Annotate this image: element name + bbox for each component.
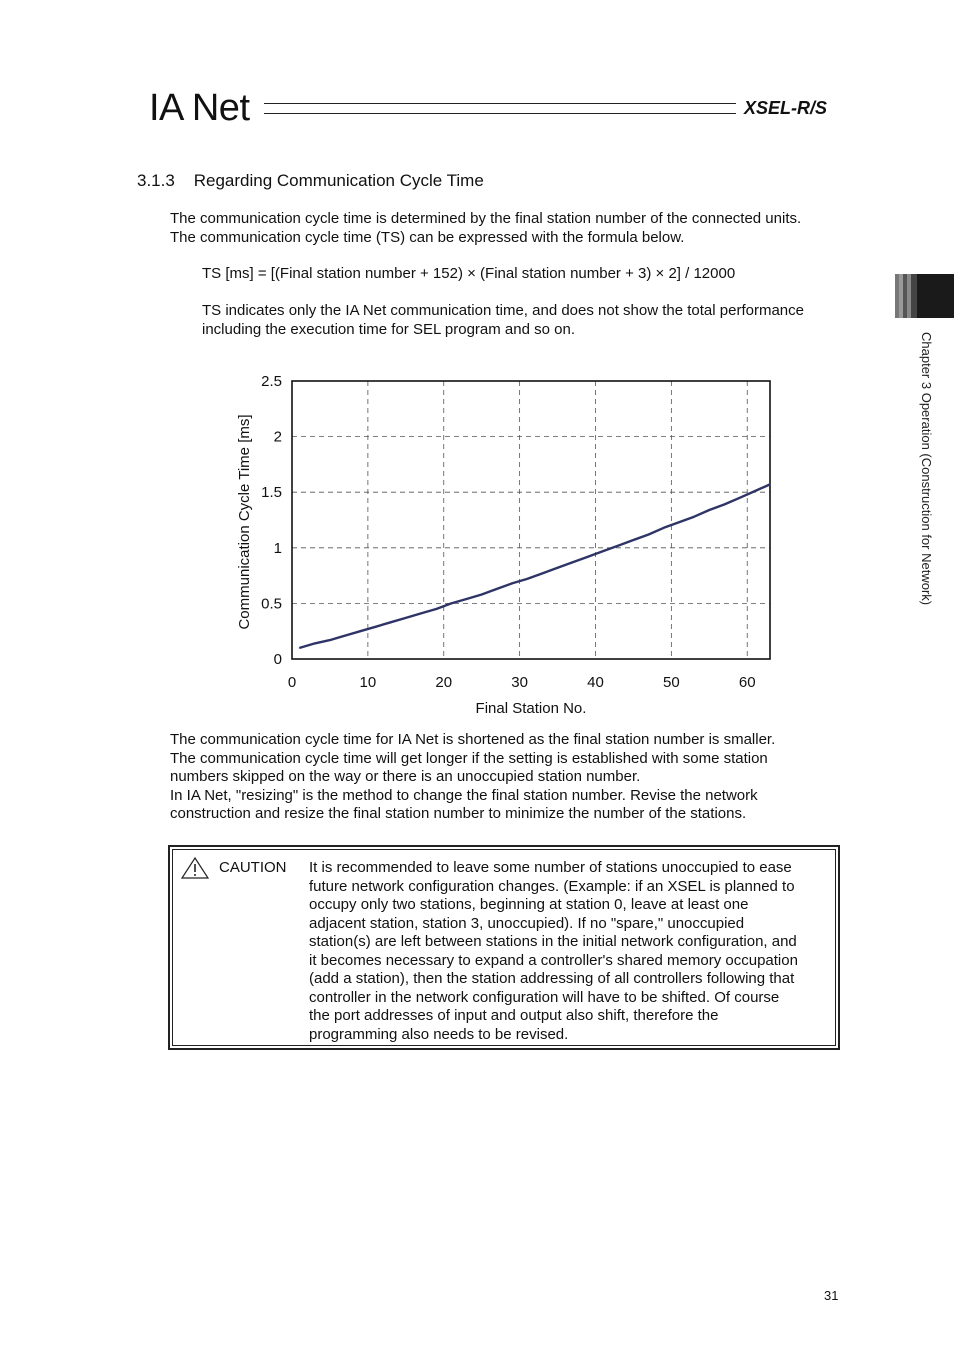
data-point bbox=[435, 608, 437, 610]
data-point bbox=[375, 626, 377, 628]
text-line: The communication cycle time for IA Net is shortened as the final station number is smaller. bbox=[170, 731, 776, 748]
x-tick-label: 30 bbox=[511, 674, 528, 691]
explanation-paragraph bbox=[170, 731, 775, 824]
formula: TS [ms] = [(Final station number + 152) × (Final station number + 3) × 2] / 12000 bbox=[202, 265, 736, 282]
data-point bbox=[496, 588, 498, 590]
data-point bbox=[344, 635, 346, 637]
text-line: (add a station), then the station addressing of all controllers following that bbox=[309, 970, 795, 987]
data-point bbox=[678, 521, 680, 523]
data-point bbox=[769, 484, 771, 486]
x-tick-label: 20 bbox=[435, 674, 453, 691]
y-tick-label: 1 bbox=[273, 539, 282, 557]
text-line: construction and resize the final station number to minimize the number of the stations. bbox=[170, 805, 747, 822]
text-line: station(s) are left between stations in the initial network configuration, and bbox=[309, 933, 797, 950]
text-line: future network configuration changes. (Example: if an XSEL is planned to bbox=[309, 877, 795, 895]
text-line: The communication cycle time is determined by the final station number of the connected units. bbox=[170, 210, 802, 227]
intro-paragraph bbox=[170, 210, 801, 247]
x-tick-label: 40 bbox=[587, 674, 604, 691]
page-number: 31 bbox=[824, 1288, 839, 1303]
data-point bbox=[739, 497, 741, 499]
data-point bbox=[511, 583, 513, 585]
y-tick-label: 1.5 bbox=[261, 484, 282, 502]
data-point bbox=[314, 643, 316, 645]
data-point bbox=[420, 613, 422, 615]
caution-label: CAUTION bbox=[219, 859, 287, 876]
chapter-side-label: Chapter 3 Operation (Construction for Network) bbox=[919, 332, 934, 606]
manual-title: IA Net bbox=[149, 87, 250, 129]
x-tick-label: 10 bbox=[359, 674, 377, 691]
section-heading bbox=[137, 170, 484, 192]
text-line: TS indicates only the IA Net communication time, and does not show the total performance bbox=[202, 302, 804, 319]
caution-inner-border bbox=[172, 849, 836, 1046]
text-line: it becomes necessary to expand a controller's shared memory occupation bbox=[309, 951, 798, 969]
data-point bbox=[299, 647, 301, 649]
chapter-tab-block bbox=[917, 274, 954, 318]
chapter-tab-marker bbox=[895, 274, 917, 318]
data-point bbox=[557, 567, 559, 569]
text-line: controller in the network configuration will have to be shifted. Of course bbox=[309, 988, 780, 1006]
header-rule bbox=[264, 103, 736, 114]
text-line: It is recommended to leave some number of stations unoccupied to ease bbox=[309, 859, 792, 876]
data-point bbox=[390, 622, 392, 624]
y-tick-label: 2 bbox=[273, 428, 282, 446]
data-point bbox=[587, 556, 589, 558]
text-line: the port addresses of input and output also shift, therefore the bbox=[309, 1007, 719, 1024]
series-line bbox=[300, 484, 770, 648]
y-tick-label: 2.5 bbox=[261, 373, 282, 390]
data-point bbox=[542, 573, 544, 575]
data-point bbox=[617, 545, 619, 547]
caution-box bbox=[168, 845, 840, 1050]
text-line: The communication cycle time will get longer if the setting is established with some station bbox=[170, 749, 768, 767]
data-point bbox=[481, 594, 483, 596]
product-name: XSEL-R/S bbox=[744, 98, 828, 118]
x-tick-label: 60 bbox=[738, 674, 756, 691]
y-tick-label: 0 bbox=[273, 651, 282, 668]
data-point bbox=[405, 617, 407, 619]
data-point bbox=[329, 639, 331, 641]
data-point bbox=[648, 534, 650, 536]
warning-triangle-icon bbox=[180, 856, 210, 880]
section-title: Regarding Communication Cycle Time bbox=[193, 171, 484, 190]
data-point bbox=[709, 509, 711, 511]
data-point bbox=[663, 527, 665, 529]
data-point bbox=[602, 550, 604, 552]
data-point bbox=[359, 630, 361, 632]
data-point bbox=[633, 539, 635, 541]
text-line: In IA Net, "resizing" is the method to change the final station number. Revise the network bbox=[170, 786, 758, 804]
text-line: adjacent station, station 3, unoccupied). If no "spare," unoccupied bbox=[309, 914, 745, 932]
text-line: numbers skipped on the way or there is an unoccupied station number. bbox=[170, 768, 641, 785]
text-line: occupy only two stations, beginning at station 0, leave at least one bbox=[309, 896, 749, 913]
caution-text bbox=[309, 859, 833, 1044]
data-point bbox=[451, 603, 453, 605]
x-tick-label: 50 bbox=[663, 674, 680, 691]
data-point bbox=[724, 504, 726, 506]
data-point bbox=[693, 516, 695, 518]
text-line: including the execution time for SEL program and so on. bbox=[202, 320, 575, 338]
text-line: The communication cycle time (TS) can be expressed with the formula below. bbox=[170, 228, 685, 246]
data-point bbox=[526, 578, 528, 580]
y-axis-label: Communication Cycle Time [ms] bbox=[236, 414, 253, 630]
y-tick-label: 0.5 bbox=[261, 595, 282, 613]
plot-frame bbox=[292, 381, 770, 659]
cycle-time-chart bbox=[225, 365, 785, 725]
section-number: 3.1.3 bbox=[137, 171, 175, 190]
note-paragraph bbox=[202, 302, 804, 339]
data-point bbox=[466, 598, 468, 600]
x-axis-label: Final Station No. bbox=[475, 700, 587, 717]
data-point bbox=[572, 561, 574, 563]
x-tick-label: 0 bbox=[287, 674, 297, 691]
data-point bbox=[754, 490, 756, 492]
text-line: programming also needs to be revised. bbox=[309, 1025, 569, 1043]
